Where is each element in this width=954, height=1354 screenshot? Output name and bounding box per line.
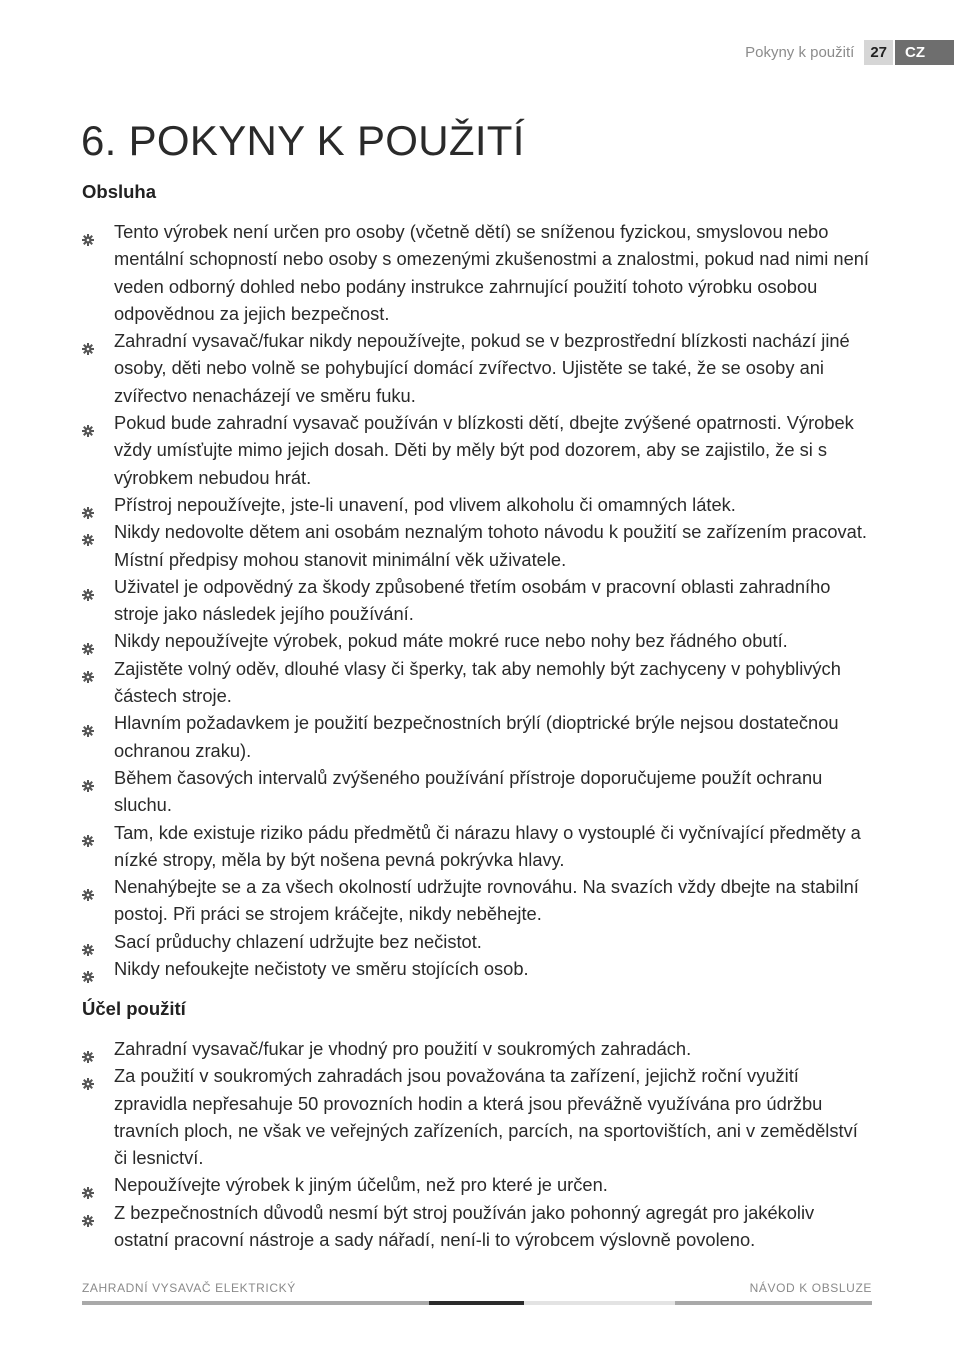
list-item-text: Zahradní vysavač/fukar nikdy nepoužívejte, pokud se v bezprostřední blízkosti nachází jiné osoby, děti nebo volně se pohybující domácí zvířectvo. Ujistěte se také, že se osoby ani zvířectvo nenacházejí ve směru fuku.: [114, 330, 850, 406]
list-item-text: Tam, kde existuje riziko pádu předmětů či nárazu hlavy o vystouplé či vyčnívající předměty a nízké stropy, měla by být nošena pevná pokrývka hlavy.: [114, 821, 861, 870]
bullet-list-obsluha: [82, 218, 872, 982]
list-item: [82, 518, 872, 573]
section-heading-ucel-pouziti: Účel použití: [82, 998, 186, 1019]
list-item-text: Sací průduchy chlazení udržujte bez nečistot.: [114, 930, 482, 952]
header-section-title: Pokyny k použití: [745, 44, 855, 61]
list-item-text: Z bezpečnostních důvodů nesmí být stroj používán jako pohonný agregát pro jakékoliv ostatní pracovní nástroje a sady nářadí, není-li to výrobcem výslovně povoleno.: [114, 1201, 815, 1251]
gear-bullet-icon: [82, 1207, 94, 1219]
page-header: [745, 40, 954, 65]
page-number: 27: [864, 40, 893, 65]
gear-bullet-icon: [82, 936, 94, 948]
list-item-text: Nepoužívejte výrobek k jiným účelům, než pro které je určen.: [114, 1174, 608, 1196]
list-item: [82, 627, 872, 654]
list-item-text: Zahradní vysavač/fukar je vhodný pro použití v soukromých zahradách.: [114, 1038, 692, 1059]
gear-bullet-icon: [82, 827, 94, 839]
gear-bullet-icon: [82, 772, 94, 784]
list-item-text: Uživatel je odpovědný za škody způsobené třetím osobám v pracovní oblasti zahradního stroje jako následek jejího používání.: [114, 575, 831, 625]
list-item-text: Za použití v soukromých zahradách jsou považována ta zařízení, jejichž roční využití zpravidla nepřesahuje 50 provozních hodin a která jsou převážně využívána pro údržbu travních ploch, ne však ve veřejných zařízeních, parcích, na sportovištích, ani v zemědělství či lesnictví.: [114, 1065, 858, 1169]
gear-bullet-icon: [82, 1070, 94, 1082]
list-item: [82, 709, 872, 764]
gear-bullet-icon: [82, 635, 94, 647]
list-item: [82, 873, 872, 928]
list-item-text: Nenahýbejte se a za všech okolností udržujte rovnováhu. Na svazích vždy dbejte na stabilní postoj. Při práci se strojem kráčejte, nikdy neběhejte.: [114, 876, 859, 925]
page-title: 6. POKYNY K POUŽITÍ: [81, 117, 525, 164]
bullet-list-ucel-pouziti: [82, 1035, 872, 1253]
gear-bullet-icon: [82, 499, 94, 511]
gear-bullet-icon: [82, 581, 94, 593]
list-item-text: Hlavním požadavkem je použití bezpečnostních brýlí (dioptrické brýle nejsou dostatečnou ochranou zraku).: [114, 712, 839, 761]
section-heading-obsluha: Obsluha: [82, 181, 157, 202]
list-item: [82, 928, 872, 955]
list-item-text: Tento výrobek není určen pro osoby (včetně dětí) se sníženou fyzickou, smyslovou nebo mentální schopností nebo osoby s omezenými zkušenostmi a znalostmi, pokud nad nimi není veden odborný dohled nebo podány instrukce zahrnující použití tohoto výrobku osobou odpovědnou za jejich bezpečnost.: [114, 221, 870, 324]
list-item-text: Nikdy nepoužívejte výrobek, pokud máte mokré ruce nebo nohy bez řádného obutí.: [114, 630, 788, 652]
list-item: [82, 573, 872, 628]
gear-bullet-icon: [82, 526, 94, 538]
list-item: [82, 655, 872, 710]
list-item-text: Nikdy nedovolte dětem ani osobám neznalým tohoto návodu k použití se zařízením pracovat. Místní předpisy mohou stanovit minimální věk uživatele.: [114, 521, 867, 570]
list-item: [82, 409, 872, 491]
list-item: [82, 1062, 872, 1171]
list-item: [82, 955, 872, 982]
list-item: [82, 819, 872, 874]
footer-product-name: ZAHRADNÍ VYSAVAČ ELEKTRICKÝ: [82, 1281, 296, 1295]
list-item-text: Pokud bude zahradní vysavač používán v blízkosti dětí, dbejte zvýšené opatrnosti. Výrobek vždy umísťujte mimo jejich dosah. Děti by měly být pod dozorem, aby se zajistilo, že si s výrobkem nebudou hrát.: [114, 412, 854, 488]
list-item-text: Během časových intervalů zvýšeného používání přístroje doporučujeme použít ochranu sluchu.: [114, 766, 823, 816]
footer-manual-label: NÁVOD K OBSLUZE: [749, 1281, 872, 1295]
list-item-text: Nikdy nefoukejte nečistoty ve směru stojících osob.: [114, 958, 529, 980]
gear-bullet-icon: [82, 881, 94, 893]
gear-bullet-icon: [82, 1043, 94, 1055]
gear-bullet-icon: [82, 226, 94, 238]
language-tab: CZ: [895, 40, 954, 65]
gear-bullet-icon: [82, 1179, 94, 1191]
footer-divider: [82, 1301, 872, 1305]
gear-bullet-icon: [82, 717, 94, 729]
gear-bullet-icon: [82, 417, 94, 429]
gear-bullet-icon: [82, 335, 94, 347]
gear-bullet-icon: [82, 663, 94, 675]
list-item: [82, 1199, 872, 1254]
list-item: [82, 327, 872, 409]
list-item: [82, 491, 872, 518]
gear-bullet-icon: [82, 963, 94, 975]
list-item: [82, 1035, 872, 1062]
list-item: [82, 218, 872, 327]
list-item: [82, 1171, 872, 1198]
list-item-text: Zajistěte volný oděv, dlouhé vlasy či šperky, tak aby nemohly být zachyceny v pohyblivých částech stroje.: [114, 657, 841, 707]
list-item-text: Přístroj nepoužívejte, jste-li unavení, pod vlivem alkoholu či omamných látek.: [114, 493, 736, 515]
list-item: [82, 764, 872, 819]
